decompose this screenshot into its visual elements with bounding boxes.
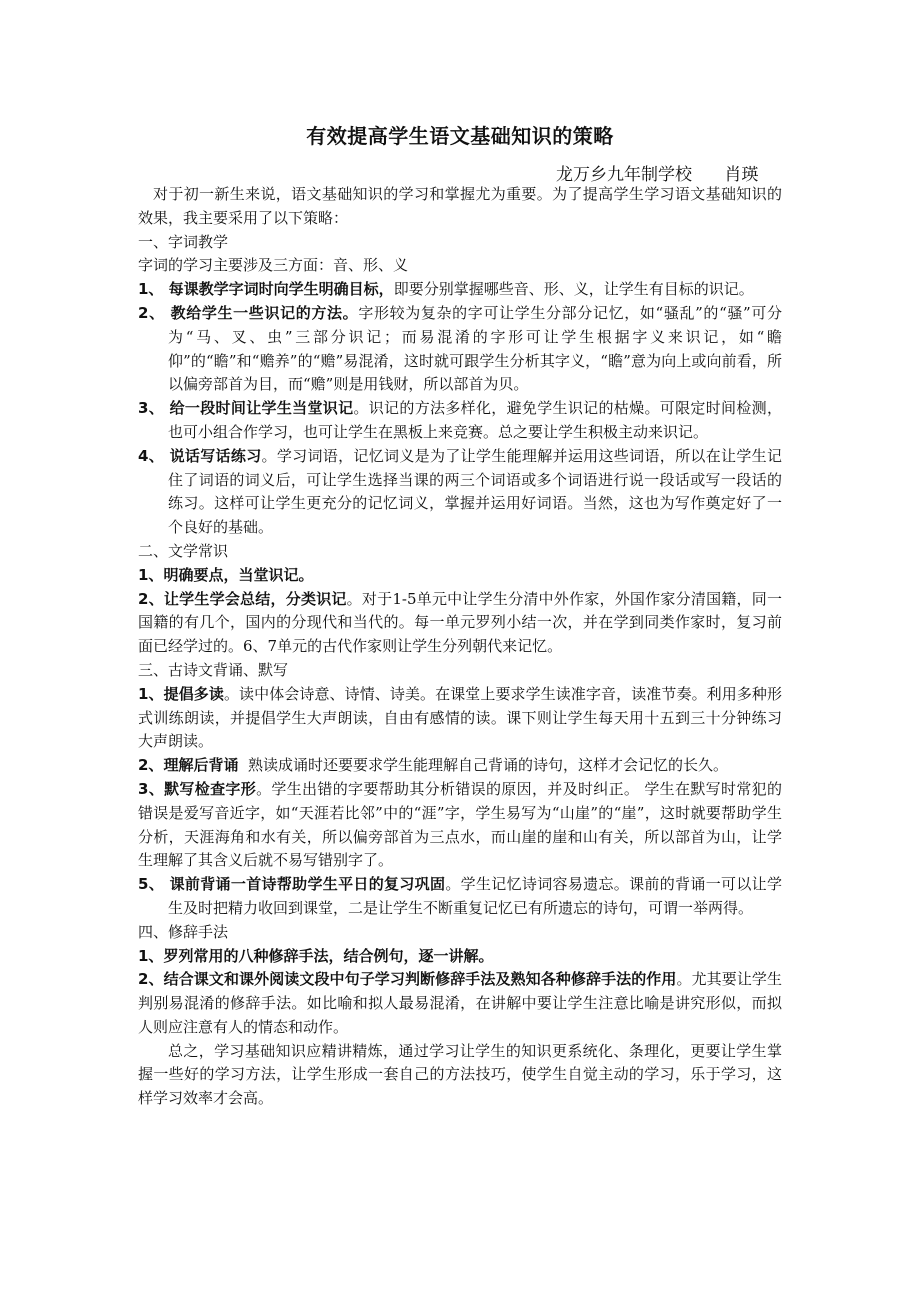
item-lead: 让学生学会总结，分类识记 [163, 589, 347, 608]
item-text: 。学习词语，记忆词义是为了让学生能理解并运用这些词语，所以在让学生记住了词语的词义后，可让学生选择当课的两三个词语或多个词语进行说一段话或写一段话的练习。这样可让学生更充分的记忆词义，掌握并运用好词语。当然，这也为写作奠定好了一个良好的基础。 [168, 446, 782, 537]
item-lead: 提倡多读 [163, 684, 224, 703]
list-item [138, 754, 782, 778]
item-lead: 结合课文和课外阅读文段中句子学习判断修辞手法及熟知各种修辞手法的作用 [163, 970, 677, 989]
intro-paragraph: 对于初一新生来说，语文基础知识的学习和掌握尤为重要。为了提高学生学习语文基础知识的效果，我主要采用了以下策略： [138, 185, 782, 227]
item-text: 熟读成诵时还要要求学生能理解自己背诵的诗句，这样才会记忆的长久。 [238, 756, 728, 775]
item-lead: 说话写话练习 [169, 446, 262, 465]
item-number: 1、 [138, 684, 164, 703]
list-item [138, 873, 782, 921]
item-lead: 默写检查字形 [164, 779, 257, 798]
list-item [138, 588, 782, 659]
section-heading-3: 三、古诗文背诵、默写 [138, 660, 289, 679]
item-number: 4、 [138, 446, 170, 465]
item-number: 1、 [138, 280, 169, 299]
item-number: 1、 [138, 565, 164, 584]
list-item [138, 683, 782, 754]
item-lead: 明确要点，当堂识记。 [163, 565, 314, 584]
item-text: 。读中体会诗意、诗情、诗美。在课堂上要求学生读准字音，读准节奏。利用多种形式训练朗读，并提倡学生大声朗读，自由有感情的读。课下则让学生每天用十五到三十分钟练习大声朗读。 [138, 684, 782, 751]
item-number: 5、 [138, 875, 170, 894]
item-lead: 教给学生一些识记的方法。 [170, 303, 359, 322]
list-item [138, 968, 782, 1039]
item-number: 3、 [138, 399, 170, 418]
item-number: 2、 [138, 303, 171, 322]
section-heading-1: 一、字词教学 [138, 232, 229, 251]
conclusion-paragraph: 总之，学习基础知识应精讲精炼，通过学习让学生的知识更系统化、条理化，更要让学生掌握一些好的学习方法，让学生形成一套自己的方法技巧，使学生自觉主动的学习，乐于学习，这样学习效率才会高。 [138, 1041, 782, 1108]
item-text: 。尤其要让学生判别易混淆的修辞手法。如比喻和拟人最易混淆，在讲解中要让学生注意比喻是讲究形似，而拟人则应注意有人的情态和动作。 [138, 970, 782, 1036]
item-lead: 每课教学字词时向学生明确目标， [168, 280, 394, 299]
document-title: 有效提高学生语文基础知识的策略 [306, 124, 614, 148]
item-text: 。学生出错的字要帮助其分析错误的原因，并及时纠正。 学生在默写时常犯的错误是爱写音近字，如“天涯若比邻”中的“涯”字，学生易写为“山崖”的“崖”，这时就要帮助学生分析，天涯海角和水有关，所以偏旁部首为三点水，而山崖的崖和山有关，所以部首为山，让学生理解了其含义后就不易写错别字了。 [138, 779, 782, 870]
item-text: 。识记的方法多样化，避免学生识记的枯燥。可限定时间检测，也可小组合作学习，也可让学生在黑板上来竞赛。总之要让学生积极主动来识记。 [168, 399, 782, 441]
item-lead: 理解后背诵 [163, 756, 239, 775]
list-item [138, 445, 782, 540]
item-number: 1、 [138, 946, 164, 965]
item-number: 2、 [138, 756, 164, 775]
list-item [138, 945, 782, 969]
item-lead: 给一段时间让学生当堂识记 [169, 399, 354, 418]
list-item [138, 302, 782, 397]
item-text: 字形较为复杂的字可让学生分部分记忆，如“骚乱”的“骚”可分为“马、叉、虫”三部分识记；而易混淆的字形可让学生根据字义来识记，如“瞻仰”的“瞻”和“赡养”的“赡”易混淆，这时就可跟学生分析其字义，“瞻”意为向上或向前看，所以偏旁部首为目，而“赡”则是用钱财，所以部首为贝。 [168, 303, 782, 394]
list-item [138, 397, 782, 445]
item-number: 2、 [138, 970, 164, 989]
item-number: 3、 [138, 779, 165, 798]
list-item [138, 564, 782, 588]
section-heading-2: 二、文学常识 [138, 541, 229, 560]
document-body [138, 183, 782, 1111]
list-item [138, 278, 782, 302]
item-text: 。学生记忆诗词容易遗忘。课前的背诵一可以让学生及时把精力收回到课堂，二是让学生不断重复记忆已有所遗忘的诗句，可谓一举两得。 [168, 875, 782, 917]
item-text: 。对于1-5单元中让学生分清中外作家，外国作家分清国籍，同一国籍的有几个，国内的分现代和当代的。每一单元罗列小结一次，并在学到同类作家时，复习前面已经学过的。6、7单元的古代作家则让学生分列朝代来记忆。 [138, 589, 782, 656]
section-heading-4: 四、修辞手法 [138, 922, 229, 941]
item-number: 2、 [138, 589, 164, 608]
item-lead: 课前背诵一首诗帮助学生平日的复习巩固 [169, 875, 446, 894]
section-subheading-1: 字词的学习主要涉及三方面：音、形、义 [138, 256, 409, 275]
author-line: 龙万乡九年制学校 肖瑛 [556, 165, 759, 185]
item-lead: 罗列常用的八种修辞手法，结合例句，逐一讲解。 [163, 946, 494, 965]
item-text: 即要分别掌握哪些音、形、义，让学生有目标的识记。 [393, 280, 754, 299]
list-item [138, 778, 782, 873]
